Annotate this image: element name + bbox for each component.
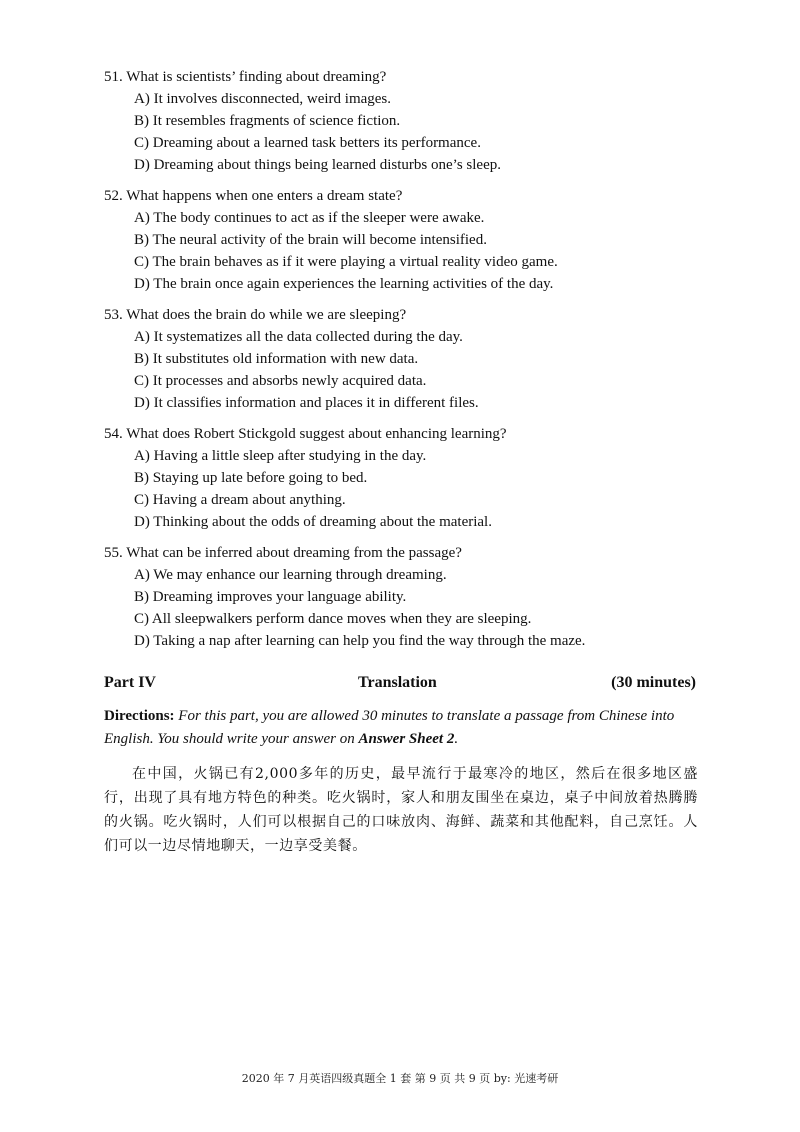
part-label: Part IV	[104, 674, 156, 691]
option-b: B) It substitutes old information with new data.	[134, 351, 419, 367]
question-list	[104, 66, 704, 661]
question-55	[104, 542, 704, 652]
directions-end: .	[454, 731, 459, 747]
page-footer: 2020 年 7 月英语四级真题全 1 套 第 9 页 共 9 页 by: 光速考研	[241, 1072, 559, 1085]
question-stem: 51. What is scientists’ finding about dreaming?	[104, 69, 387, 85]
option-d: D) Dreaming about things being learned disturbs one’s sleep.	[134, 157, 502, 173]
option-c: C) It processes and absorbs newly acquired data.	[134, 373, 427, 389]
answer-sheet-reference: Answer Sheet 2	[358, 731, 455, 747]
part-title: Translation	[358, 674, 437, 691]
option-a: A) It systematizes all the data collected during the day.	[134, 329, 463, 345]
translation-passage: 在中国，火锅已有2,000多年的历史，最早流行于最寒冷的地区，然后在很多地区盛行，出现了具有地方特色的种类。吃火锅时，家人和朋友围坐在桌边，桌子中间放着热腾腾的火锅。吃火锅时，人们可以根据自己的口味放肉、海鲜、蔬菜和其他配料，自己烹饪。人们可以一边尽情地聊天，一边享受美餐。	[104, 766, 698, 854]
option-c: C) All sleepwalkers perform dance moves when they are sleeping.	[134, 611, 532, 627]
question-52	[104, 185, 704, 295]
option-c: C) Having a dream about anything.	[134, 492, 346, 508]
question-stem: 52. What happens when one enters a dream state?	[104, 188, 403, 204]
option-b: B) The neural activity of the brain will become intensified.	[134, 232, 487, 248]
option-d: D) It classifies information and places it in different files.	[134, 395, 479, 411]
option-a: A) The body continues to act as if the sleeper were awake.	[134, 210, 485, 226]
question-stem: 54. What does Robert Stickgold suggest about enhancing learning?	[104, 426, 507, 442]
option-b: B) Dreaming improves your language ability.	[134, 589, 407, 605]
question-54	[104, 423, 704, 533]
option-d: D) Taking a nap after learning can help you find the way through the maze.	[134, 633, 586, 649]
directions-label: Directions:	[104, 708, 175, 724]
option-a: A) It involves disconnected, weird images.	[134, 91, 392, 107]
part-time: (30 minutes)	[611, 674, 696, 691]
option-d: D) The brain once again experiences the learning activities of the day.	[134, 276, 554, 292]
option-c: C) Dreaming about a learned task betters its performance.	[134, 135, 481, 151]
option-a: A) Having a little sleep after studying in the day.	[134, 448, 427, 464]
question-stem: 55. What can be inferred about dreaming from the passage?	[104, 545, 462, 561]
option-c: C) The brain behaves as if it were playing a virtual reality video game.	[134, 254, 558, 270]
question-53	[104, 304, 704, 414]
question-51	[104, 66, 704, 176]
question-stem: 53. What does the brain do while we are sleeping?	[104, 307, 407, 323]
directions	[104, 705, 700, 751]
option-b: B) It resembles fragments of science fiction.	[134, 113, 401, 129]
option-b: B) Staying up late before going to bed.	[134, 470, 368, 486]
option-a: A) We may enhance our learning through dreaming.	[134, 567, 447, 583]
part-header	[104, 672, 696, 694]
option-d: D) Thinking about the odds of dreaming about the material.	[134, 514, 492, 530]
directions-text: For this part, you are allowed 30 minutes to translate a passage from Chinese into English. You should write your answer on	[104, 708, 675, 747]
